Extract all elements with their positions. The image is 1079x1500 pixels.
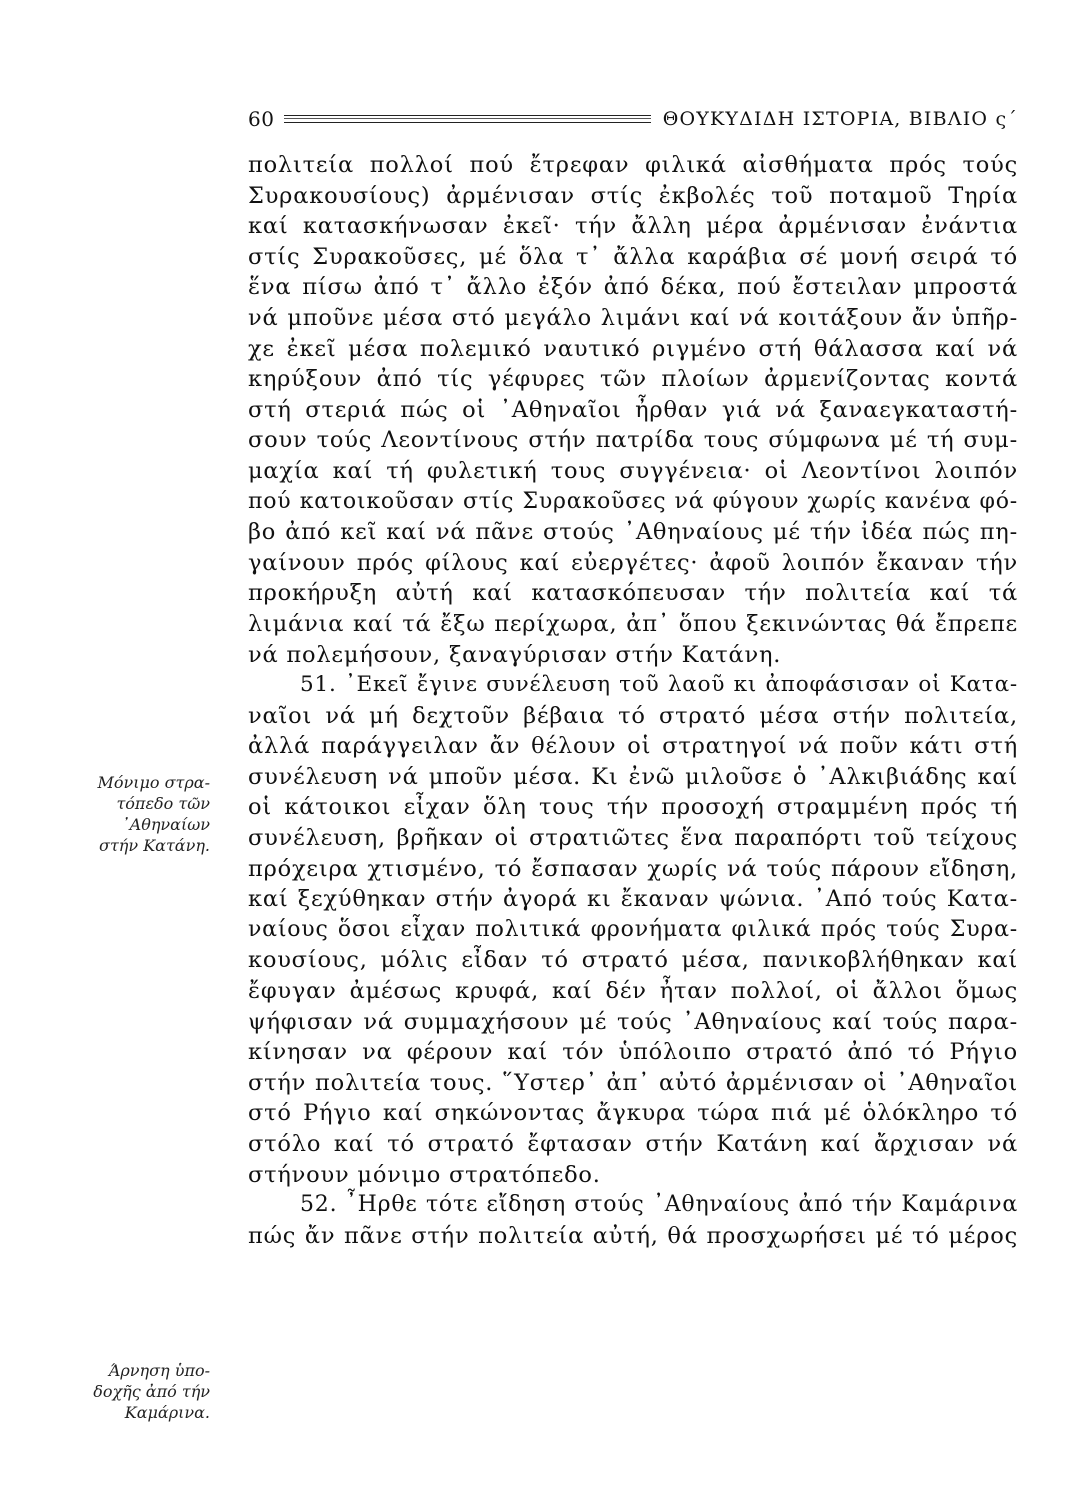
margin-note-line: ᾿Αθηναίων bbox=[121, 815, 210, 834]
text-line: πολιτεία πολλοί πού ἔτρεφαν φιλικά αἰσθήματα πρός τούς bbox=[248, 152, 1018, 178]
margin-note-line: Άρνηση ὑπο- bbox=[108, 1361, 210, 1380]
page-number: 60 bbox=[248, 107, 275, 131]
text-line: νά μποῦνε μέσα στό μεγάλο λιμάνι καί νά κοιτάξουν ἄν ὑπῆρ- bbox=[248, 304, 1018, 331]
text-line: ἕνα πίσω ἀπό τ᾿ ἄλλο ἐξόν ἀπό δέκα, πού ἔστειλαν μπροστά bbox=[248, 274, 1018, 301]
text-line: συνέλευση, βρῆκαν οἱ στρατιῶτες ἕνα παραπόρτι τοῦ τείχους bbox=[248, 825, 1018, 852]
text-line: στή στεριά πώς οἱ ᾿Αθηναῖοι ἦρθαν γιά νά ξαναεγκαταστή- bbox=[248, 396, 1018, 423]
text-line: οἱ κάτοικοι εἶχαν ὅλη τους τήν προσοχή στραμμένη πρός τή bbox=[248, 794, 1018, 821]
margin-note-line: Μόνιμο στρα- bbox=[97, 773, 210, 792]
text-line: καί ξεχύθηκαν στήν ἀγορά κι ἔκαναν ψώνια. ᾿Από τούς Κατα- bbox=[248, 886, 1018, 913]
running-title: ΘΟΥΚΥΔΙΔΗ ΙΣΤΟΡΙΑ, ΒΙΒΛΙΟ ς΄ bbox=[662, 108, 1018, 130]
text-line: 51. ᾿Εκεῖ ἔγινε συνέλευση τοῦ λαοῦ κι ἀποφάσισαν οἱ Κατα- bbox=[300, 672, 1018, 698]
text-line: συνέλευση νά μποῦν μέσα. Κι ἐνῶ μιλοῦσε ὁ ᾿Αλκιβιάδης καί bbox=[248, 763, 1018, 790]
text-line: ναῖοι νά μή δεχτοῦν βέβαια τό στρατό μέσα στήν πολιτεία, bbox=[248, 702, 1018, 729]
text-line: κηρύξουν ἀπό τίς γέφυρες τῶν πλοίων ἀρμενίζοντας κοντά bbox=[248, 366, 1018, 393]
text-line: κίνησαν να φέρουν καί τόν ὑπόλοιπο στρατό ἀπό τό Ρήγιο bbox=[248, 1039, 1018, 1066]
header-rule bbox=[284, 115, 650, 123]
margin-note-line: Καμάρινα. bbox=[124, 1403, 210, 1422]
text-line: πώς ἄν πᾶνε στήν πολιτεία αὐτή, θά προσχωρήσει μέ τό μέρος bbox=[248, 1222, 1018, 1249]
text-line: χε ἐκεῖ μέσα πολεμικό ναυτικό ριγμένο στή θάλασσα καί νά bbox=[248, 335, 1018, 362]
text-line: κουσίους, μόλις εἶδαν τό στρατό μέσα, πανικοβλήθηκαν καί bbox=[248, 947, 1018, 974]
text-line: μαχία καί τή φυλετική τους συγγένεια· οἱ Λεοντίνοι λοιπόν bbox=[248, 457, 1018, 484]
running-header bbox=[248, 104, 1018, 134]
text-line: στό Ρήγιο καί σηκώνοντας ἄγκυρα τώρα πιά μέ ὁλόκληρο τό bbox=[248, 1100, 1018, 1127]
text-line: 52. ῏Ηρθε τότε εἴδηση στούς ᾿Αθηναίους ἀπό τήν Καμάρινα bbox=[300, 1192, 1018, 1218]
text-line: πρόχειρα χτισμένο, τό ἔσπασαν χωρίς νά τούς πάρουν εἴδηση, bbox=[248, 855, 1018, 882]
text-line: βο ἀπό κεῖ καί νά πᾶνε στούς ᾿Αθηναίους μέ τήν ἰδέα πώς πη- bbox=[248, 519, 1018, 546]
text-line: ἀλλά παράγγειλαν ἄν θέλουν οἱ στρατηγοί νά ποῦν κάτι στή bbox=[248, 733, 1018, 760]
text-line: Συρακουσίους) ἀρμένισαν στίς ἐκβολές τοῦ ποταμοῦ Τηρία bbox=[248, 182, 1018, 209]
margin-note-line: δοχῆς ἀπό τήν bbox=[93, 1382, 210, 1401]
text-line: ψήφισαν νά συμμαχήσουν μέ τούς ᾿Αθηναίους καί τούς παρα- bbox=[248, 1008, 1018, 1035]
text-line: λιμάνια καί τά ἔξω περίχωρα, ἀπ᾿ ὅπου ξεκινώντας θά ἔπρεπε bbox=[248, 610, 1018, 637]
margin-note-camp-at-catana bbox=[60, 772, 210, 856]
text-line: προκήρυξη αὐτή καί κατασκόπευσαν τήν πολιτεία καί τά bbox=[248, 580, 1018, 607]
text-line: γαίνουν πρός φίλους καί εὐεργέτες· ἀφοῦ λοιπόν ἔκαναν τήν bbox=[248, 549, 1018, 576]
text-line: στήν πολιτεία τους. ῞Υστερ᾿ ἀπ᾿ αὐτό ἀρμένισαν οἱ ᾿Αθηναῖοι bbox=[248, 1069, 1018, 1096]
text-line: ἔφυγαν ἀμέσως κρυφά, καί δέν ἦταν πολλοί, οἱ ἄλλοι ὅμως bbox=[248, 978, 1018, 1005]
text-line: νά πολεμήσουν, ξαναγύρισαν στήν Κατάνη. bbox=[248, 641, 782, 668]
margin-note-line: στήν Κατάνη. bbox=[99, 836, 210, 855]
text-line: στόλο καί τό στρατό ἔφτασαν στήν Κατάνη καί ἄρχισαν νά bbox=[248, 1131, 1018, 1157]
text-line: ναίους ὅσοι εἶχαν πολιτικά φρονήματα φιλικά πρός τούς Συρα- bbox=[248, 916, 1018, 942]
text-line: στίς Συρακοῦσες, μέ ὅλα τ᾿ ἄλλα καράβια σέ μονή σειρά τό bbox=[248, 243, 1018, 270]
margin-note-line: τόπεδο τῶν bbox=[116, 794, 210, 813]
margin-note-camarina-refusal bbox=[60, 1360, 210, 1423]
text-line: στήνουν μόνιμο στρατόπεδο. bbox=[248, 1161, 601, 1188]
text-line: πού κατοικοῦσαν στίς Συρακοῦσες νά φύγουν χωρίς κανένα φό- bbox=[248, 488, 1018, 514]
text-line: καί κατασκήνωσαν ἐκεῖ· τήν ἄλλη μέρα ἀρμένισαν ἐνάντια bbox=[248, 213, 1018, 240]
text-line: σουν τούς Λεοντίνους στήν πατρίδα τους σύμφωνα μέ τή συμ- bbox=[248, 427, 1018, 454]
body-text bbox=[248, 150, 1018, 1251]
